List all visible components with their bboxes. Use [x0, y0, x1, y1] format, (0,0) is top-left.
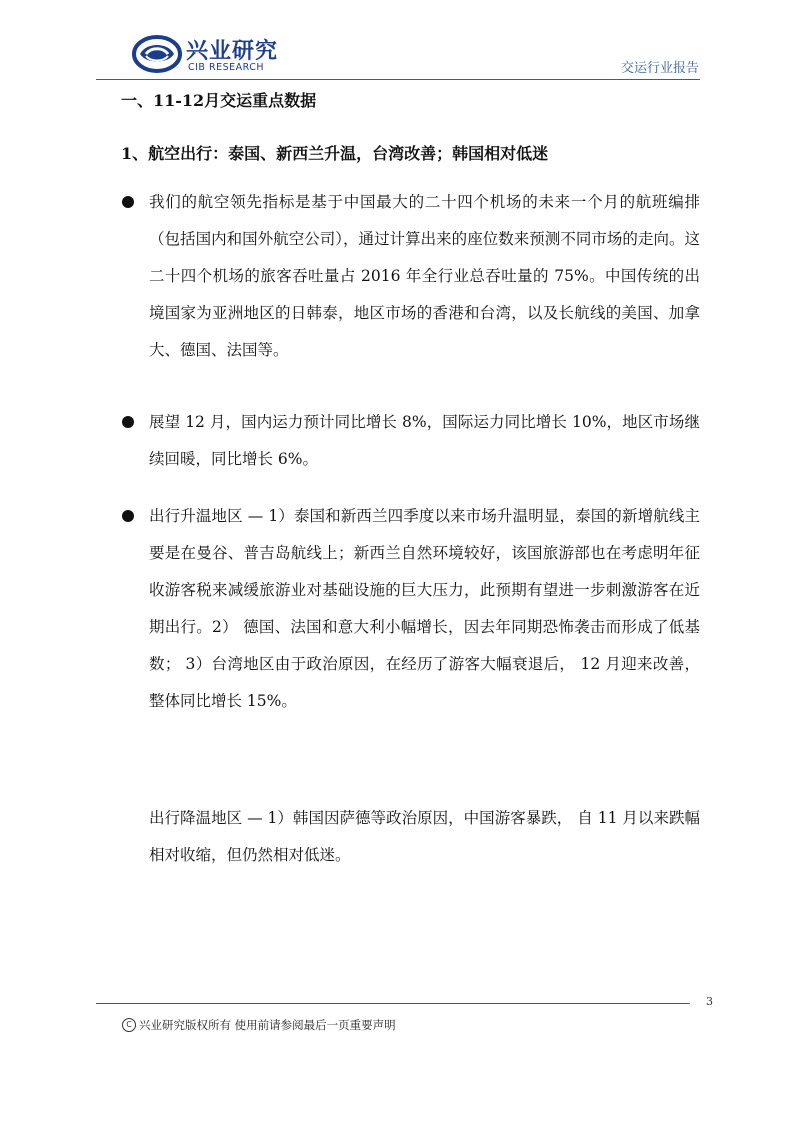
bullet-dot [122, 510, 134, 522]
footer-divider [96, 1003, 690, 1004]
subsection-heading: 1、航空出行：泰国、新西兰升温，台湾改善；韩国相对低迷 [121, 144, 549, 163]
report-type: 交运行业报告 [620, 61, 699, 76]
paragraph-cooling-regions: 出行降温地区 — 1）韩国因萨德等政治原因，中国游客暴跌， 自 11 月以来跌幅相对收缩，但仍然相对低迷。 [149, 809, 700, 864]
cib-logo-icon [132, 34, 182, 74]
paragraph-december-outlook: 展望 12 月，国内运力预计同比增长 8%，国际运力同比增长 10%，地区市场继续回暖，同比增长 6%。 [149, 413, 700, 468]
bullet-dot [122, 416, 134, 428]
copyright-notice: 兴业研究版权所有 使用前请参阅最后一页重要声明 [139, 1018, 396, 1032]
bullet-dot [122, 196, 134, 208]
page-number: 3 [706, 995, 713, 1008]
logo-english-name: CIB RESEARCH [188, 62, 265, 73]
copyright-icon: C [122, 1018, 136, 1032]
header-divider [96, 79, 700, 80]
paragraph-warming-regions: 出行升温地区 — 1）泰国和新西兰四季度以来市场升温明显，泰国的新增航线主要是在曼谷、普吉岛航线上；新西兰自然环境较好，该国旅游部也在考虑明年征收游客税来减缓旅游业对基础设施的巨大压力，此预期有望进一步刺激游客在近期出行。2） 德国、法国和意大利小幅增长，因去年同期恐怖袭击而形成了低基数； 3）台湾地区由于政治原因，在经历了游客大幅衰退后， 12 月迎来改善，整体同比增长 15%。 [149, 507, 700, 710]
cib-research-logo [132, 34, 302, 78]
logo-chinese-name: 兴业研究 [186, 39, 279, 64]
section-heading: 一、11-12月交运重点数据 [121, 91, 317, 110]
paragraph-aviation-indicator: 我们的航空领先指标是基于中国最大的二十四个机场的未来一个月的航班编排（包括国内和国外航空公司），通过计算出来的座位数来预测不同市场的走向。这二十四个机场的旅客吞吐量占 2016 年全行业总吞吐量的 75%。中国传统的出境国家为亚洲地区的日韩泰，地区市场的香港和台湾，以及长航线的美国、加拿大、德国、法国等。 [149, 193, 700, 359]
